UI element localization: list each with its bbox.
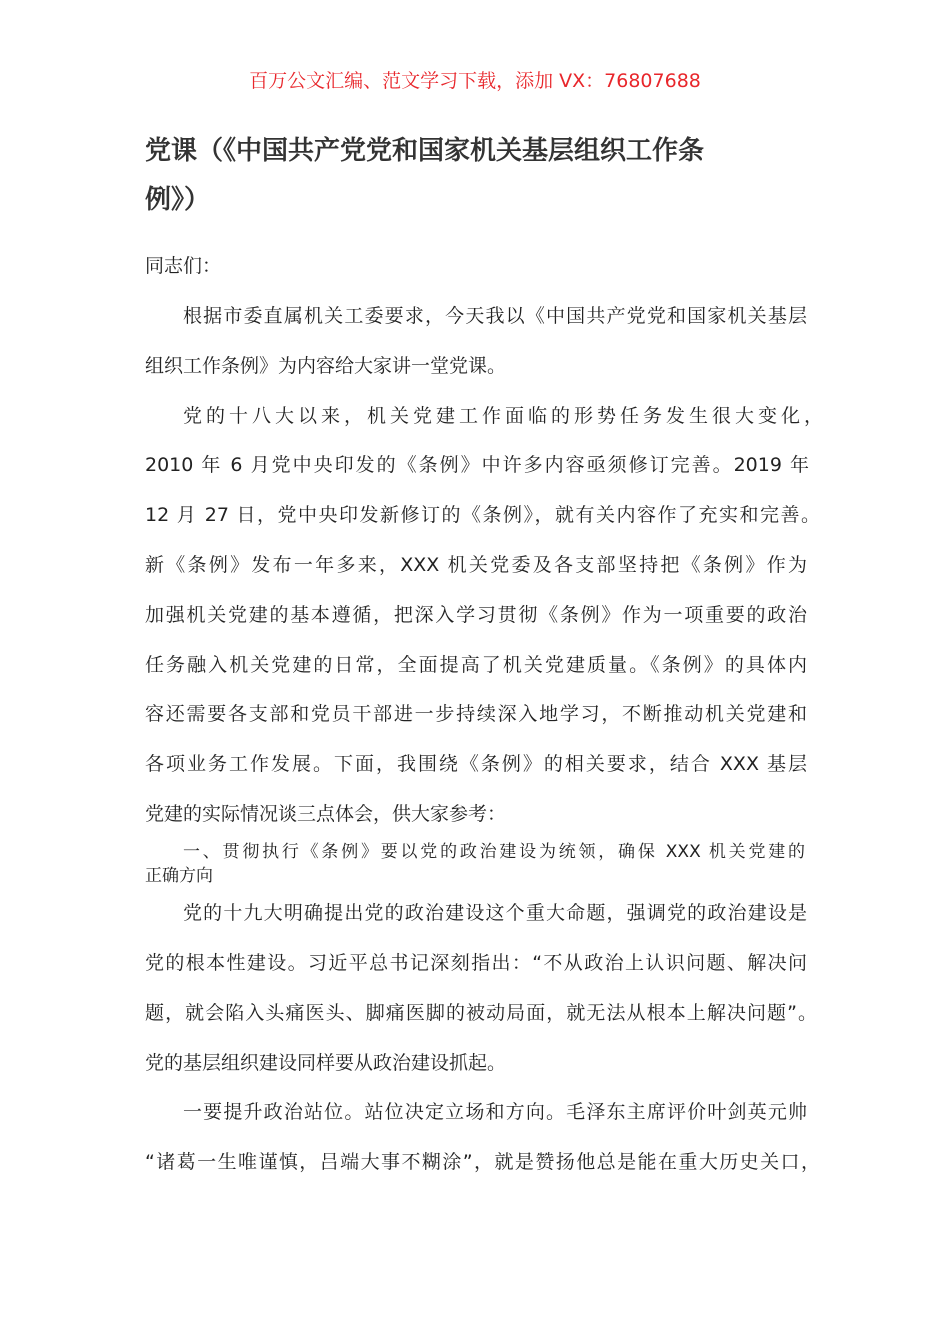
paragraph-line: 加强机关党建的基本遵循，把深入学习贯彻《条例》作为一项重要的政治 bbox=[145, 604, 807, 626]
section-heading-line: 正确方向 bbox=[145, 866, 213, 886]
paragraph-line: 2010 年 6 月党中央印发的《条例》中许多内容亟须修订完善。2019 年 bbox=[145, 454, 809, 476]
header-notice: 百万公文汇编、范文学习下载，添加 VX：76807688 bbox=[249, 70, 701, 92]
paragraph-line: “诸葛一生唯谨慎，吕端大事不糊涂”，就是赞扬他总是能在重大历史关口， bbox=[145, 1151, 820, 1173]
paragraph-line: 一要提升政治站位。站位决定立场和方向。毛泽东主席评价叶剑英元帅 bbox=[183, 1101, 807, 1123]
document-title-line-1: 党课（《中国共产党党和国家机关基层组织工作条 bbox=[145, 136, 705, 166]
salutation: 同志们： bbox=[145, 255, 222, 277]
paragraph-line: 根据市委直属机关工委要求，今天我以《中国共产党党和国家机关基层 bbox=[183, 305, 807, 327]
paragraph-line: 新《条例》发布一年多来，XXX 机关党委及各支部坚持把《条例》作为 bbox=[145, 554, 807, 576]
paragraph-line: 组织工作条例》为内容给大家讲一堂党课。 bbox=[145, 355, 507, 377]
document-title-line-2: 例》） bbox=[145, 185, 211, 215]
paragraph-line: 各项业务工作发展。下面，我围绕《条例》的相关要求，结合 XXX 基层 bbox=[145, 753, 807, 775]
paragraph-line: 党的十八大以来，机关党建工作面临的形势任务发生很大变化， bbox=[183, 405, 823, 427]
paragraph-line: 12 月 27 日，党中央印发新修订的《条例》，就有关内容作了充实和完善。 bbox=[145, 504, 820, 526]
paragraph-line: 党的基层组织建设同样要从政治建设抓起。 bbox=[145, 1052, 507, 1074]
paragraph-line: 党建的实际情况谈三点体会，供大家参考： bbox=[145, 803, 507, 825]
paragraph-line: 容还需要各支部和党员干部进一步持续深入地学习，不断推动机关党建和 bbox=[145, 703, 807, 725]
section-heading-line: 一、贯彻执行《条例》要以党的政治建设为统领，确保 XXX 机关党建的 bbox=[183, 842, 805, 862]
paragraph-line: 党的十九大明确提出党的政治建设这个重大命题，强调党的政治建设是 bbox=[183, 902, 807, 924]
paragraph-line: 题，就会陷入头痛医头、脚痛医脚的被动局面，就无法从根本上解决问题”。 bbox=[145, 1002, 817, 1024]
paragraph-line: 党的根本性建设。习近平总书记深刻指出：“不从政治上认识问题、解决问 bbox=[145, 952, 807, 974]
paragraph-line: 任务融入机关党建的日常，全面提高了机关党建质量。《条例》的具体内 bbox=[145, 654, 807, 676]
